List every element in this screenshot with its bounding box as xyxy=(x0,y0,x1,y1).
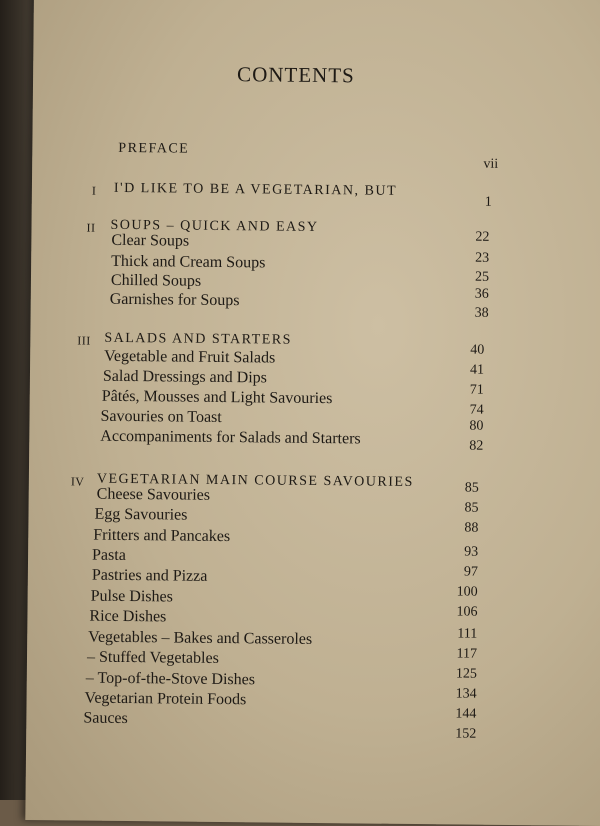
chapter-numeral: III xyxy=(77,333,91,348)
page-number: 85 xyxy=(464,500,479,516)
page-number: 125 xyxy=(455,666,477,682)
page-number: 80 xyxy=(469,418,484,434)
contents-entry: Savouries on Toast xyxy=(100,407,222,426)
page-number: 38 xyxy=(474,305,489,321)
page-number: 144 xyxy=(455,706,477,722)
contents-entry: Accompaniments for Salads and Starters xyxy=(100,427,361,448)
chapter-heading: SOUPS – QUICK AND EASY xyxy=(110,217,319,235)
page-number: 152 xyxy=(455,726,477,742)
contents-entry: Fritters and Pancakes xyxy=(93,526,231,546)
page-number: 23 xyxy=(475,250,490,266)
chapter-heading: I'D LIKE TO BE A VEGETARIAN, BUT xyxy=(113,180,398,199)
contents-entry: Salad Dressings and Dips xyxy=(102,367,268,387)
preface-page: vii xyxy=(483,156,499,172)
page-number: 1 xyxy=(484,194,492,210)
contents-entry: Chilled Soups xyxy=(110,271,202,290)
contents-entry: – Stuffed Vegetables xyxy=(86,648,219,667)
page-number: 97 xyxy=(463,564,479,580)
page-number: 36 xyxy=(474,286,489,302)
page-number: 85 xyxy=(464,480,479,496)
contents-entry: Cheese Savouries xyxy=(96,485,211,504)
contents-entry: Pulse Dishes xyxy=(90,587,173,606)
page-number: 82 xyxy=(469,438,484,454)
page-number: 40 xyxy=(470,342,485,358)
contents-entry: Pasta xyxy=(91,546,126,564)
page-title: CONTENTS xyxy=(237,62,355,88)
page-number: 134 xyxy=(455,686,477,702)
contents-entry: Pâtés, Mousses and Light Savouries xyxy=(101,387,333,408)
chapter-heading: SALADS AND STARTERS xyxy=(104,330,293,348)
preface-label: PREFACE xyxy=(118,140,190,157)
chapter-numeral: IV xyxy=(70,474,85,489)
page-number: 88 xyxy=(464,520,479,536)
contents-entry: Rice Dishes xyxy=(89,607,167,626)
contents-entry: Thick and Cream Soups xyxy=(111,252,266,272)
chapter-heading: VEGETARIAN MAIN COURSE SAVOURIES xyxy=(96,471,414,491)
contents-entry: – Top-of-the-Stove Dishes xyxy=(85,669,256,689)
contents-entry: Vegetables – Bakes and Casseroles xyxy=(88,628,313,648)
contents-entry: Clear Soups xyxy=(111,231,190,250)
page-number: 71 xyxy=(469,382,484,398)
page-number: 100 xyxy=(456,584,478,600)
chapter-numeral: I xyxy=(91,183,97,198)
contents-entry: Vegetable and Fruit Salads xyxy=(104,347,276,367)
page-number: 25 xyxy=(474,269,490,285)
contents-entry: Pastries and Pizza xyxy=(91,566,208,585)
book-page xyxy=(25,0,600,826)
page-number: 111 xyxy=(457,626,478,642)
page-number: 106 xyxy=(456,604,478,620)
chapter-numeral: II xyxy=(86,220,96,235)
contents-entry: Vegetarian Protein Foods xyxy=(84,689,247,709)
contents-entry: Egg Savouries xyxy=(94,505,188,524)
page-number: 41 xyxy=(469,362,485,378)
contents-entry: Garnishes for Soups xyxy=(109,290,240,310)
page-number: 117 xyxy=(456,646,478,662)
contents-entry: Sauces xyxy=(83,709,128,728)
page-number: 22 xyxy=(475,229,490,245)
page-number: 74 xyxy=(469,402,484,418)
page-number: 93 xyxy=(464,544,479,560)
